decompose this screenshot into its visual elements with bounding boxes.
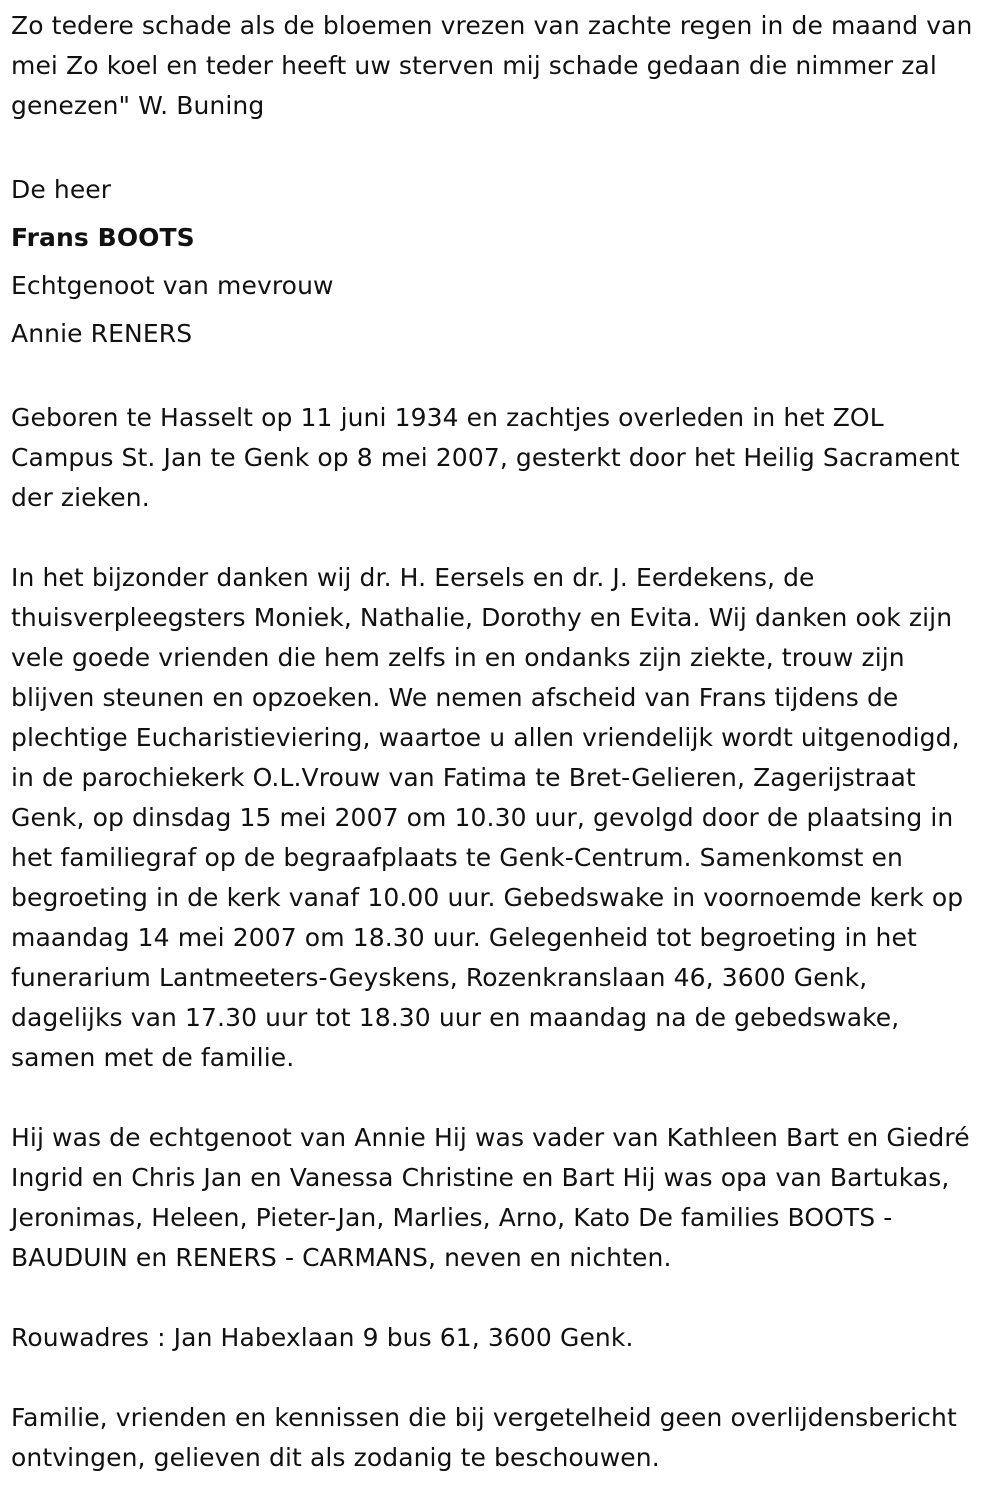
obituary-notice [11,6,980,1478]
spacer [11,518,980,558]
poem-quote: Zo tedere schade als de bloemen vrezen van zachte regen in de maand van mei Zo koel en teder heeft uw sterven mij schade gedaan die nimmer zal genezen" W. Buning [11,11,973,120]
spacer [11,1078,980,1118]
spouse-label: Echtgenoot van mevrouw [11,271,334,300]
closing-paragraph: Familie, vrienden en kennissen die bij vergetelheid geen overlijdensbericht ontvingen, gelieven dit als zodanig te beschouwen. [11,1403,957,1472]
spouse-name: Annie RENERS [11,319,193,348]
spacer [11,358,980,398]
mourning-address: Rouwadres : Jan Habexlaan 9 bus 61, 3600 Genk. [11,1323,634,1352]
family-paragraph: Hij was de echtgenoot van Annie Hij was vader van Kathleen Bart en Giedré Ingrid en Chris Jan en Vanessa Christine en Bart Hij was opa van Bartukas, Jeronimas, Heleen, Pieter-Jan, Marlies, Arno, Kato De families BOOTS - BAUDUIN en RENERS - CARMANS, neven en nichten. [11,1123,970,1272]
deceased-name: Frans BOOTS [11,223,195,252]
spacer [11,126,980,166]
birth-death-paragraph: Geboren te Hasselt op 11 juni 1934 en zachtjes overleden in het ZOL Campus St. Jan te Genk op 8 mei 2007, gesterkt door het Heilig Sacrament der zieken. [11,403,960,512]
spacer [11,1358,980,1398]
salutation: De heer [11,175,112,204]
spacer [11,1278,980,1318]
thanks-ceremony-paragraph: In het bijzonder danken wij dr. H. Eersels en dr. J. Eerdekens, de thuisverpleegsters Moniek, Nathalie, Dorothy en Evita. Wij danken ook zijn vele goede vrienden die hem zelfs in en ondanks zijn ziekte, trouw zijn blijven steunen en opzoeken. We nemen afscheid van Frans tijdens de plechtige Eucharistieviering, waartoe u allen vriendelijk wordt uitgenodigd, in de parochiekerk O.L.Vrouw van Fatima te Bret-Gelieren, Zagerijstraat Genk, op dinsdag 15 mei 2007 om 10.30 uur, gevolgd door de plaatsing in het familiegraf op de begraafplaats te Genk-Centrum. Samenkomst en begroeting in de kerk vanaf 10.00 uur. Gebedswake in voornoemde kerk op maandag 14 mei 2007 om 18.30 uur. Gelegenheid tot begroeting in het funerarium Lantmeeters-Geyskens, Rozenkranslaan 46, 3600 Genk, dagelijks van 17.30 uur tot 18.30 uur en maandag na de gebedswake, samen met de familie. [11,563,964,1072]
